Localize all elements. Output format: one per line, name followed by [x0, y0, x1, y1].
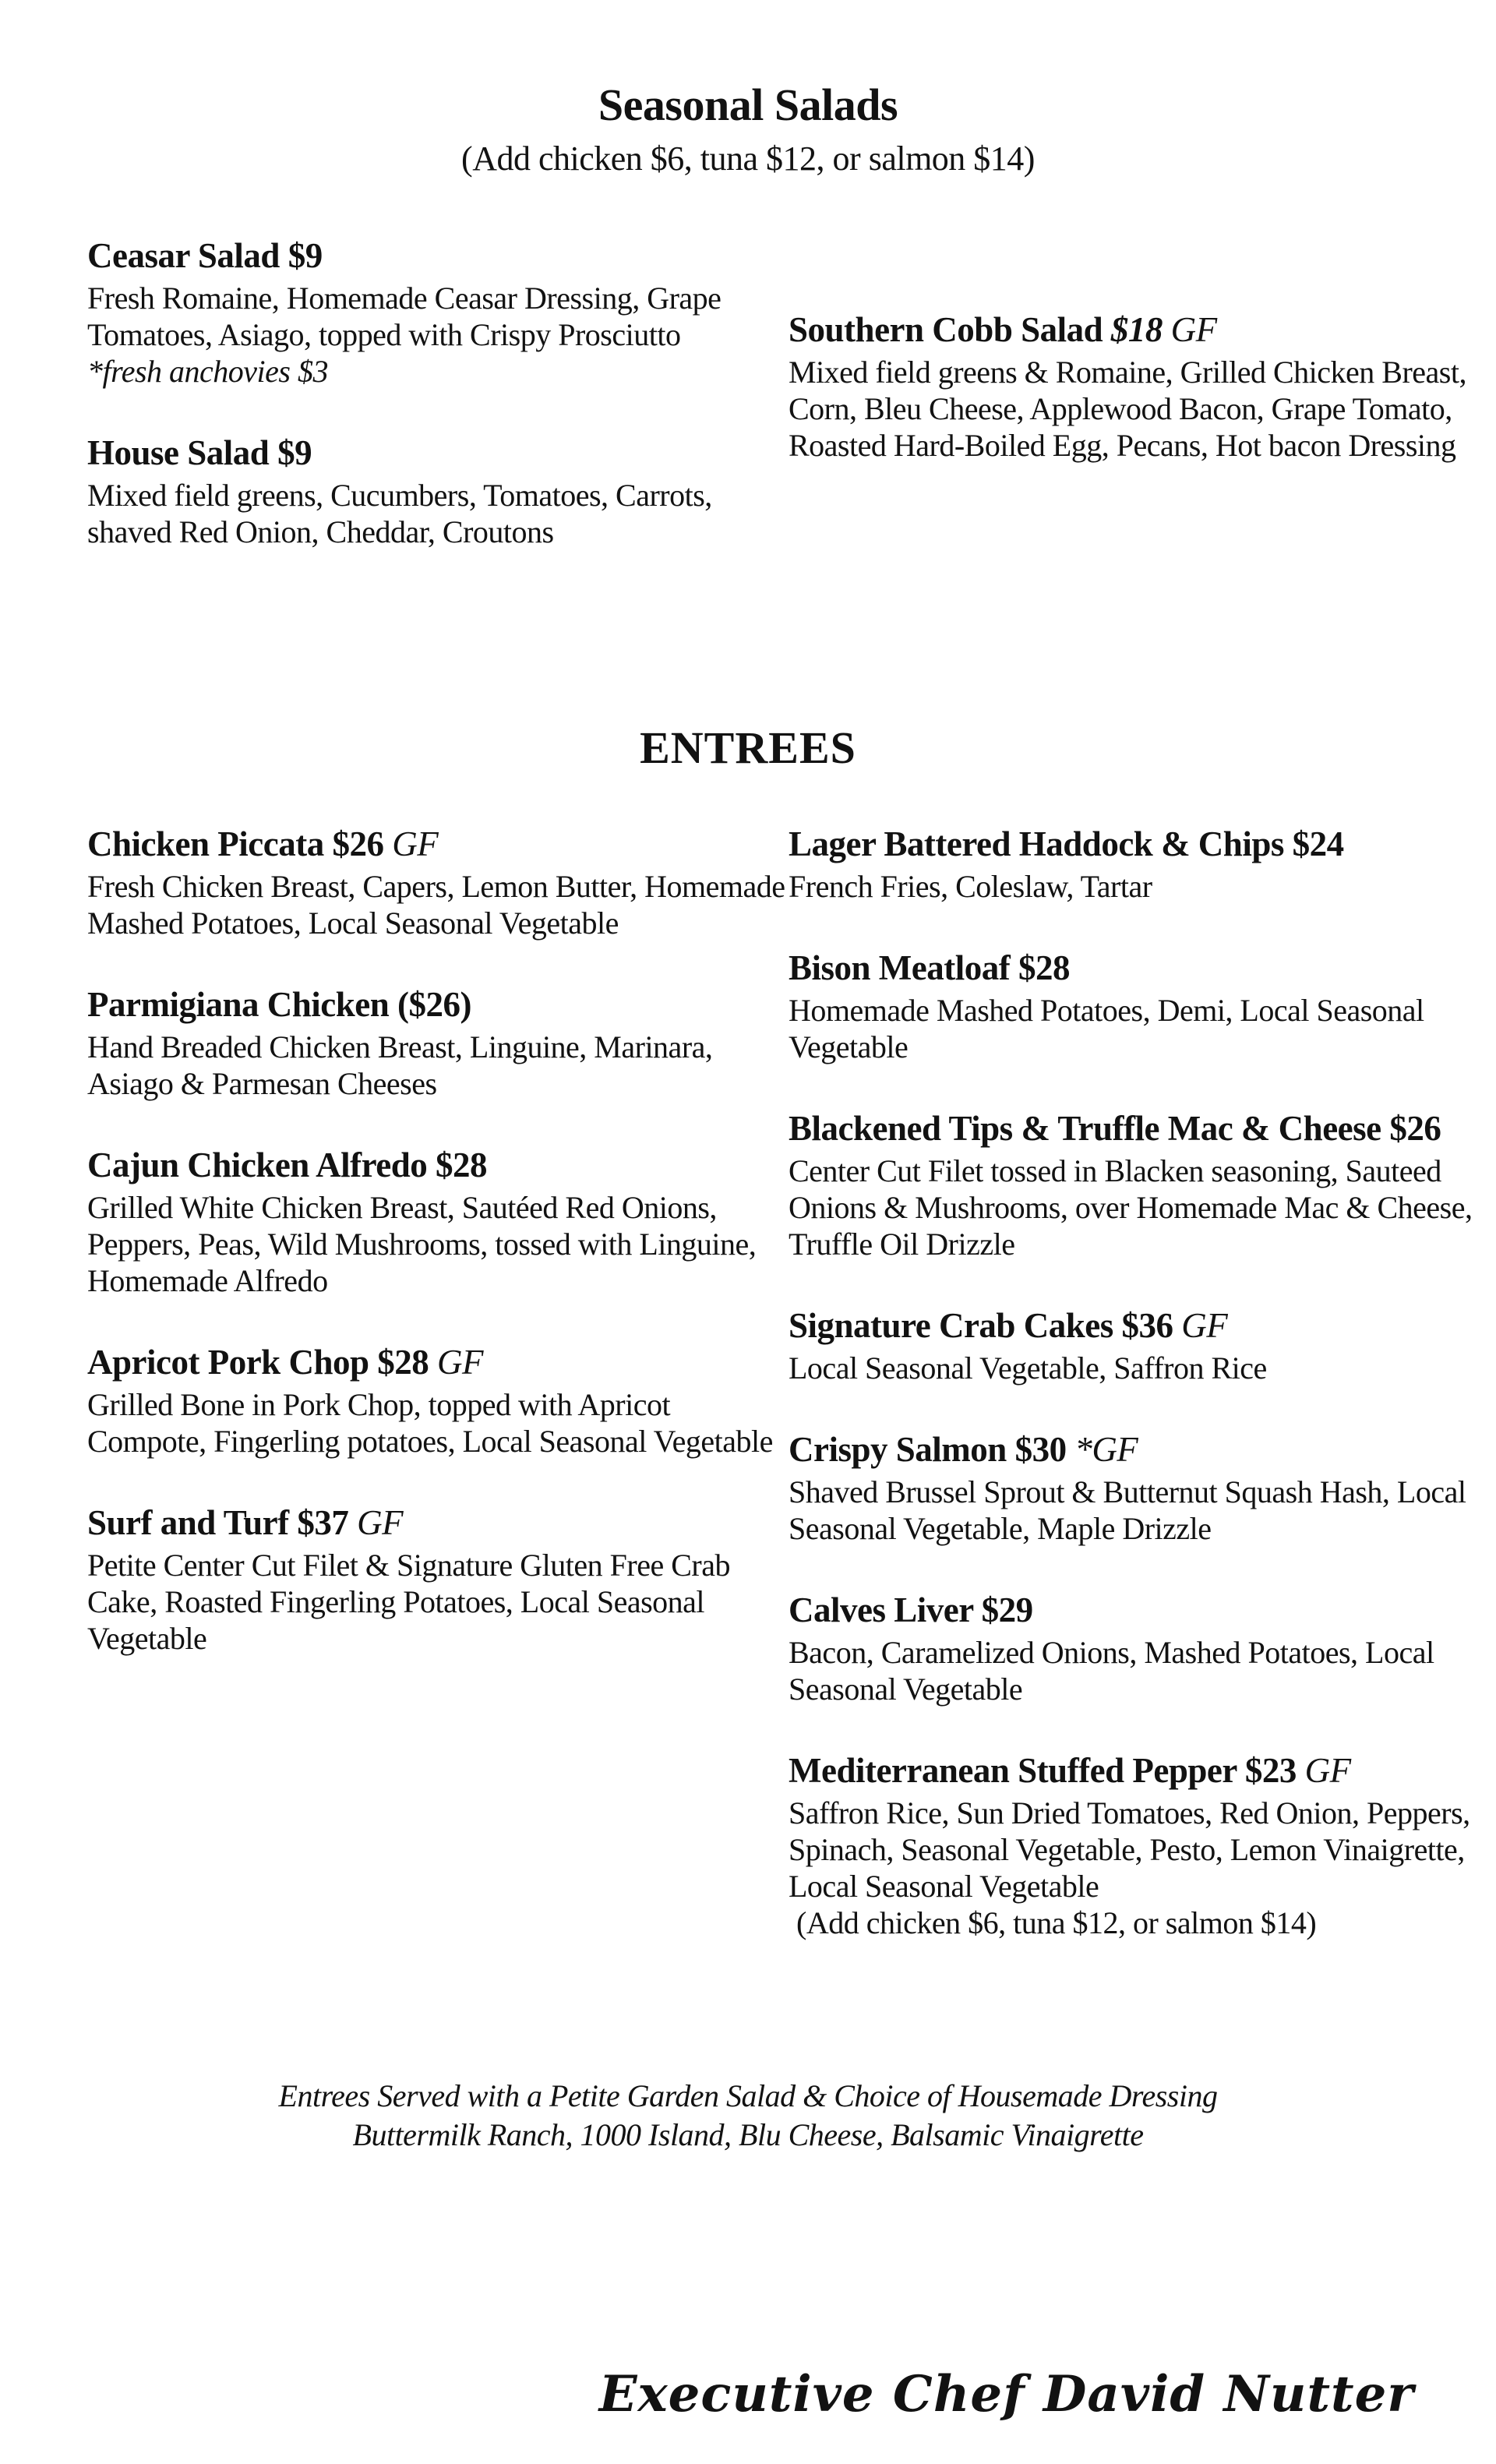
- item-price: $23: [1244, 1751, 1297, 1791]
- item-price: $37: [297, 1503, 349, 1543]
- item-price: $30: [1014, 1430, 1067, 1470]
- gf-badge: GF: [392, 824, 439, 864]
- menu-subtitle: (Add chicken $6, tuna $12, or salmon $14): [461, 139, 1035, 178]
- item-name: Blackened Tips & Truffle Mac & Cheese: [789, 1109, 1381, 1149]
- item-name: Bison Meatloaf: [789, 948, 1011, 988]
- item-price: $36: [1121, 1306, 1173, 1346]
- chef-signature: Executive Chef David Nutter: [598, 2365, 1414, 2424]
- menu-item: [87, 1502, 789, 1657]
- item-description: Homemade Mashed Potatoes, Demi, Local Seasonal Vegetable: [789, 993, 1424, 1065]
- gf-badge: GF: [357, 1503, 404, 1543]
- menu-item: [87, 823, 789, 941]
- item-description: French Fries, Coleslaw, Tartar: [789, 869, 1152, 905]
- footer-note-line2: Buttermilk Ranch, 1000 Island, Blu Cheese, Balsamic Vinaigrette: [352, 2117, 1144, 2153]
- gf-badge: GF: [1170, 309, 1217, 349]
- item-heading: [87, 432, 789, 474]
- menu-item: [87, 235, 789, 390]
- item-price: ($26): [397, 985, 471, 1025]
- entrees-section: [0, 823, 1496, 1983]
- item-name: Signature Crab Cakes: [789, 1306, 1113, 1346]
- menu-item: [789, 1428, 1484, 1547]
- item-price: $18: [1110, 309, 1163, 349]
- item-description: Fresh Chicken Breast, Capers, Lemon Butter, Homemade Mashed Potatoes, Local Seasonal Vegetable: [87, 869, 785, 941]
- item-price: $28: [377, 1343, 429, 1382]
- salads-right-column: [789, 235, 1484, 592]
- item-price: $26: [332, 824, 384, 864]
- item-name: Ceasar Salad: [87, 235, 280, 275]
- item-description: Saffron Rice, Sun Dried Tomatoes, Red Onion, Peppers, Spinach, Seasonal Vegetable, Pesto, Lemon Vinaigrette, Local Seasonal Vegetable: [789, 1795, 1470, 1904]
- item-description: Mixed field greens & Romaine, Grilled Chicken Breast, Corn, Bleu Cheese, Applewood Bacon, Grape Tomato, Roasted Hard-Boiled Egg, Pecans, Hot bacon Dressing: [789, 354, 1466, 463]
- salads-left-column: [87, 235, 789, 592]
- item-description: Center Cut Filet tossed in Blacken seasoning, Sauteed Onions & Mushrooms, over Homemade Mac & Cheese, Truffle Oil Drizzle: [789, 1153, 1473, 1262]
- item-heading: [789, 309, 1484, 351]
- item-description: Fresh Romaine, Homemade Ceasar Dressing, Grape Tomatoes, Asiago, topped with Crispy Prosciutto: [87, 280, 722, 352]
- item-heading: [87, 1341, 789, 1383]
- item-heading: [789, 1428, 1484, 1470]
- item-description: Shaved Brussel Sprout & Butternut Squash Hash, Local Seasonal Vegetable, Maple Drizzle: [789, 1474, 1466, 1547]
- menu-title: Seasonal Salads: [598, 79, 898, 130]
- gf-badge: GF: [1181, 1306, 1228, 1346]
- item-price: $28: [435, 1146, 487, 1185]
- footer-note-line1: Entrees Served with a Petite Garden Salad & Choice of Housemade Dressing: [278, 2078, 1218, 2114]
- item-heading: [789, 947, 1484, 989]
- entrees-heading: ENTREES: [640, 722, 856, 773]
- item-addon-note: (Add chicken $6, tuna $12, or salmon $14): [796, 1905, 1317, 1941]
- item-price: $9: [288, 235, 323, 275]
- item-name: Mediterranean Stuffed Pepper: [789, 1751, 1237, 1791]
- item-name: Cajun Chicken Alfredo: [87, 1146, 428, 1185]
- item-description: Bacon, Caramelized Onions, Mashed Potatoes, Local Seasonal Vegetable: [789, 1635, 1434, 1707]
- item-price: $28: [1018, 948, 1070, 988]
- menu-item: [789, 1589, 1484, 1707]
- menu-item: [789, 309, 1484, 464]
- gf-badge: GF: [437, 1343, 483, 1382]
- item-name: Chicken Piccata: [87, 824, 324, 864]
- item-name: Apricot Pork Chop: [87, 1343, 369, 1382]
- menu-item: [789, 1749, 1484, 1941]
- item-name: Crispy Salmon: [789, 1430, 1007, 1470]
- menu-item: [789, 947, 1484, 1065]
- item-description: Grilled Bone in Pork Chop, topped with Apricot Compote, Fingerling potatoes, Local Seasonal Vegetable: [87, 1387, 773, 1460]
- item-heading: [789, 823, 1484, 865]
- salads-section: [0, 235, 1496, 592]
- menu-item: [87, 432, 789, 550]
- item-name: House Salad: [87, 432, 270, 472]
- item-heading: [87, 1502, 789, 1544]
- menu-item: [789, 823, 1484, 905]
- item-heading: [789, 1107, 1484, 1149]
- item-name: Calves Liver: [789, 1590, 973, 1630]
- item-heading: [87, 235, 789, 277]
- gf-badge: *GF: [1074, 1430, 1138, 1470]
- item-heading: [789, 1749, 1484, 1792]
- item-name: Surf and Turf: [87, 1503, 289, 1543]
- menu-item: [87, 1144, 789, 1299]
- item-description: Mixed field greens, Cucumbers, Tomatoes, Carrots, shaved Red Onion, Cheddar, Croutons: [87, 477, 712, 549]
- item-heading: [87, 983, 789, 1025]
- item-price: $26: [1389, 1109, 1441, 1149]
- entrees-right-column: [789, 823, 1484, 1983]
- menu-item: [789, 1107, 1484, 1262]
- menu-item: [87, 1341, 789, 1460]
- gf-badge: GF: [1304, 1751, 1351, 1791]
- item-heading: [87, 1144, 789, 1186]
- item-heading: [87, 823, 789, 865]
- menu-item: [789, 1304, 1484, 1386]
- item-description: Grilled White Chicken Breast, Sautéed Red Onions, Peppers, Peas, Wild Mushrooms, tossed with Linguine, Homemade Alfredo: [87, 1190, 757, 1299]
- footer-note: [0, 2077, 1496, 2155]
- item-price: $24: [1292, 824, 1344, 864]
- item-description: Hand Breaded Chicken Breast, Linguine, Marinara, Asiago & Parmesan Cheeses: [87, 1029, 713, 1102]
- item-description: Local Seasonal Vegetable, Saffron Rice: [789, 1350, 1267, 1386]
- item-note: *fresh anchovies $3: [87, 353, 328, 389]
- item-name: Parmigiana Chicken: [87, 985, 390, 1025]
- entrees-left-column: [87, 823, 789, 1983]
- item-price: $29: [981, 1590, 1033, 1630]
- item-name: Lager Battered Haddock & Chips: [789, 824, 1284, 864]
- menu-item: [87, 983, 789, 1102]
- item-name: Southern Cobb Salad: [789, 309, 1103, 349]
- item-price: $9: [277, 432, 312, 472]
- item-description: Petite Center Cut Filet & Signature Gluten Free Crab Cake, Roasted Fingerling Potatoes, Local Seasonal Vegetable: [87, 1548, 730, 1657]
- item-heading: [789, 1304, 1484, 1347]
- item-heading: [789, 1589, 1484, 1631]
